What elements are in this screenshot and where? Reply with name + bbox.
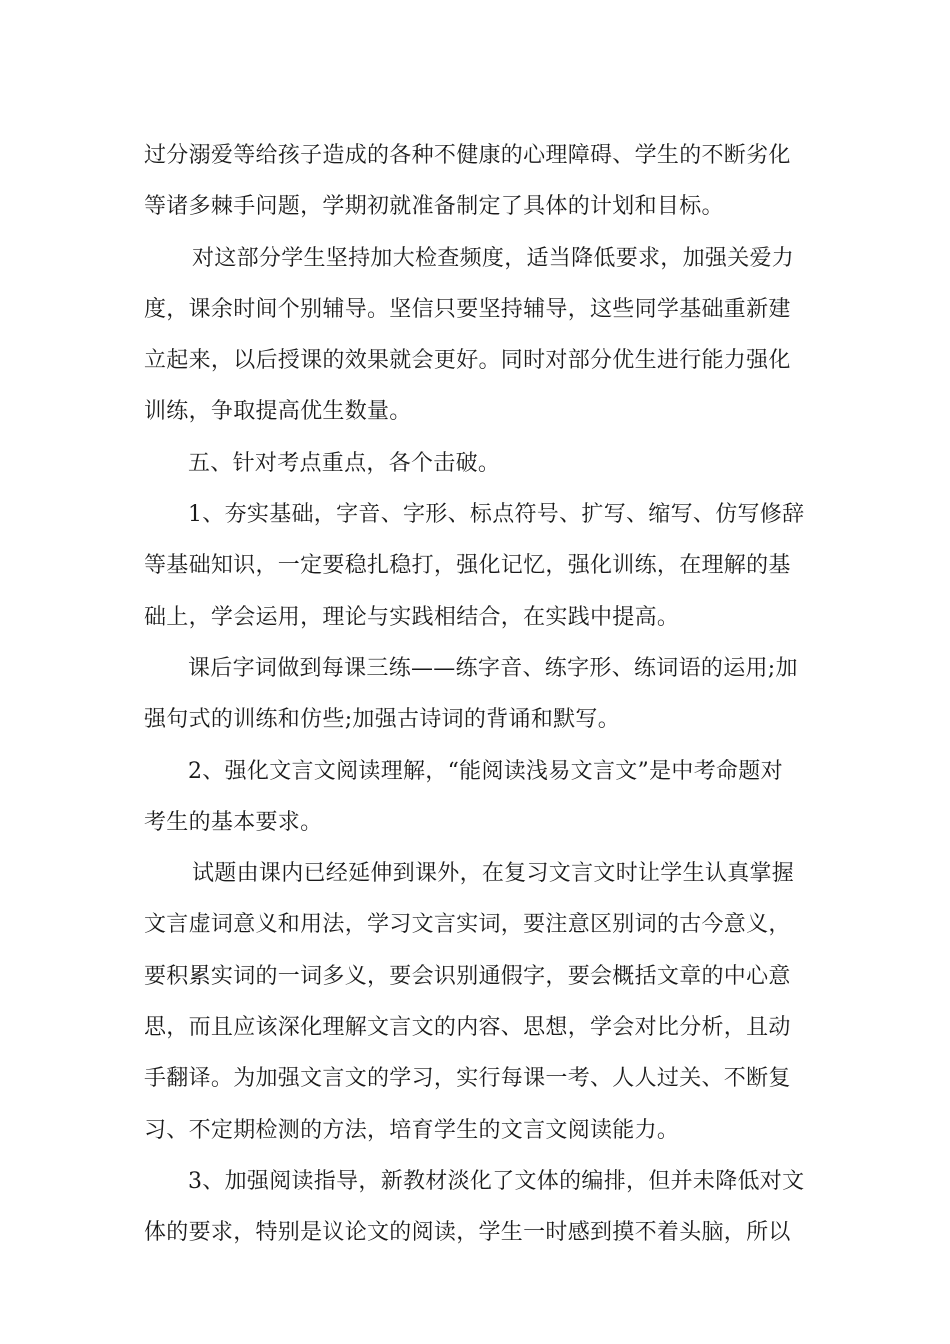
text-line: 习、不定期检测的方法，培育学生的文言文阅读能力。 [144,1117,680,1143]
text-line: 础上，学会运用，理论与实践相结合，在实践中提高。 [144,604,680,630]
text-line: 等基础知识，一定要稳扎稳打，强化记忆，强化训练，在理解的基 [144,553,791,579]
text-line: 1、夯实基础，字音、字形、标点符号、扩写、缩写、仿写修辞 [188,502,805,528]
section-heading: 五、针对考点重点，各个击破。 [188,450,501,476]
text-line: 等诸多棘手问题，学期初就准备制定了具体的计划和目标。 [144,194,724,220]
text-line: 课后字词做到每课三练——练字音、练字形、练词语的运用;加 [188,655,798,681]
text-line: 过分溺爱等给孩子造成的各种不健康的心理障碍、学生的不断劣化 [144,143,791,168]
text-line: 考生的基本要求。 [144,809,323,835]
text-line: 度，课余时间个别辅导。坚信只要坚持辅导，这些同学基础重新建 [144,296,791,322]
text-line: 手翻译。为加强文言文的学习，实行每课一考、人人过关、不断复 [144,1066,791,1092]
text-line: 训练，争取提高优生数量。 [144,399,412,425]
text-line: 思，而且应该深化理解文言文的内容、思想，学会对比分析，且动 [144,1015,791,1041]
text-line: 要积累实词的一词多义，要会识别通假字，要会概括文章的中心意 [144,963,791,989]
text-line: 体的要求，特别是议论文的阅读，学生一时感到摸不着头脑，所以 [144,1220,791,1246]
text-line: 试题由课内已经延伸到课外，在复习文言文时让学生认真掌握 [192,861,795,887]
text-line: 对这部分学生坚持加大检查频度，适当降低要求，加强关爱力 [192,245,795,271]
document-body [144,130,808,1259]
text-line: 文言虚词意义和用法，学习文言实词，要注意区别词的古今意义， [144,912,791,938]
text-line: 立起来，以后授课的效果就会更好。同时对部分优生进行能力强化 [144,348,791,374]
text-line: 2、强化文言文阅读理解，“能阅读浅易文言文”是中考命题对 [188,758,783,784]
text-line: 3、加强阅读指导，新教材淡化了文体的编排，但并未降低对文 [188,1168,805,1194]
text-line: 强句式的训练和仿些;加强古诗词的背诵和默写。 [144,707,621,733]
